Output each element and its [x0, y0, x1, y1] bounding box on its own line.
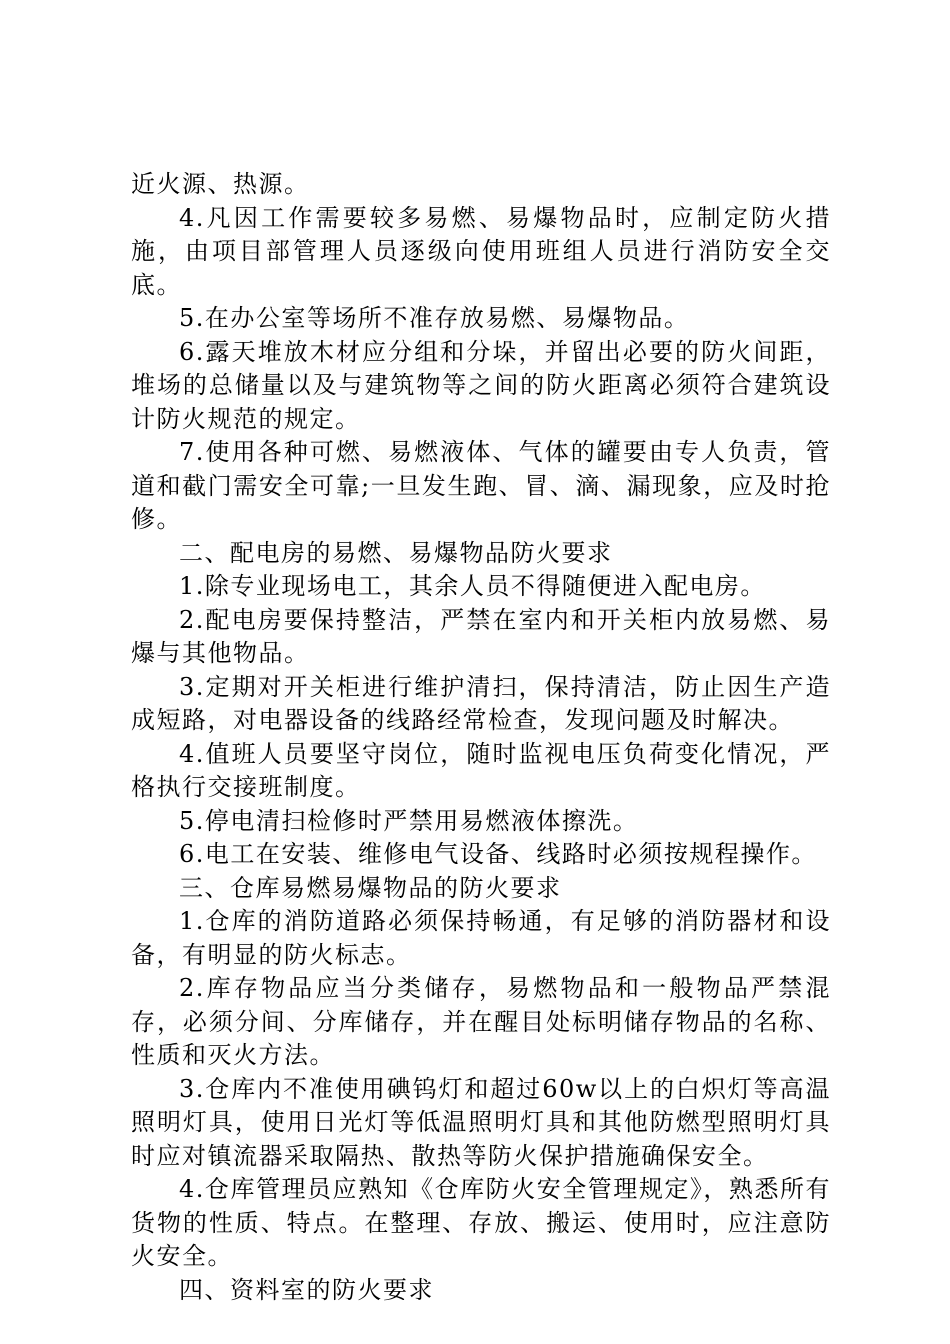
paragraph-s2-item-2: 2.配电房要保持整洁，严禁在室内和开关柜内放易燃、易爆与其他物品。 — [131, 605, 831, 667]
paragraph-continuation: 近火源、热源。 — [131, 170, 310, 198]
paragraph-s3-item-3: 3.仓库内不准使用碘钨灯和超过60w以上的白炽灯等高温照明灯具，使用日光灯等低温照明灯具和其他防燃型照明灯具时应对镇流器采取隔热、散热等防火保护措施确保安全。 — [131, 1074, 831, 1170]
section-heading-3: 三、仓库易燃易爆物品的防火要求 — [179, 873, 562, 902]
paragraph-s2-item-4: 4.值班人员要坚守岗位，随时监视电压负荷变化情况，严格执行交接班制度。 — [131, 739, 831, 801]
paragraph-s3-item-2: 2.库存物品应当分类储存，易燃物品和一般物品严禁混存，必须分间、分库储存，并在醒目处标明储存物品的名称、性质和灭火方法。 — [131, 974, 831, 1069]
section-heading-4: 四、资料室的防火要求 — [179, 1275, 434, 1304]
section-heading-2: 二、配电房的易燃、易爆物品防火要求 — [179, 538, 613, 567]
paragraph-s2-item-1: 1.除专业现场电工，其余人员不得随便进入配电房。 — [179, 572, 766, 600]
document-body — [131, 168, 831, 1307]
paragraph-item-4: 4.凡因工作需要较多易燃、易爆物品时，应制定防火措施，由项目部管理人员逐级向使用班组人员进行消防安全交底。 — [131, 203, 831, 299]
paragraph-s3-item-4: 4.仓库管理员应熟知《仓库防火安全管理规定》，熟悉所有货物的性质、特点。在整理、存放、搬运、使用时，应注意防火安全。 — [131, 1175, 831, 1270]
paragraph-s3-item-1: 1.仓库的消防道路必须保持畅通，有足够的消防器材和设备，有明显的防火标志。 — [131, 907, 831, 969]
paragraph-s2-item-5: 5.停电清扫检修时严禁用易燃液体擦洗。 — [179, 806, 639, 835]
paragraph-item-6: 6.露天堆放木材应分组和分垛，并留出必要的防火间距，堆场的总储量以及与建筑物等之间的防火距离必须符合建筑设计防火规范的规定。 — [131, 337, 831, 433]
paragraph-item-5: 5.在办公室等场所不准存放易燃、易爆物品。 — [179, 304, 690, 332]
paragraph-s2-item-6: 6.电工在安装、维修电气设备、线路时必须按规程操作。 — [179, 840, 817, 868]
paragraph-item-7: 7.使用各种可燃、易燃液体、气体的罐要由专人负责，管道和截门需安全可靠;一旦发生跑、冒、滴、漏现象，应及时抢修。 — [131, 438, 831, 533]
paragraph-s2-item-3: 3.定期对开关柜进行维护清扫，保持清洁，防止因生产造成短路，对电器设备的线路经常检查，发现问题及时解决。 — [131, 672, 831, 734]
